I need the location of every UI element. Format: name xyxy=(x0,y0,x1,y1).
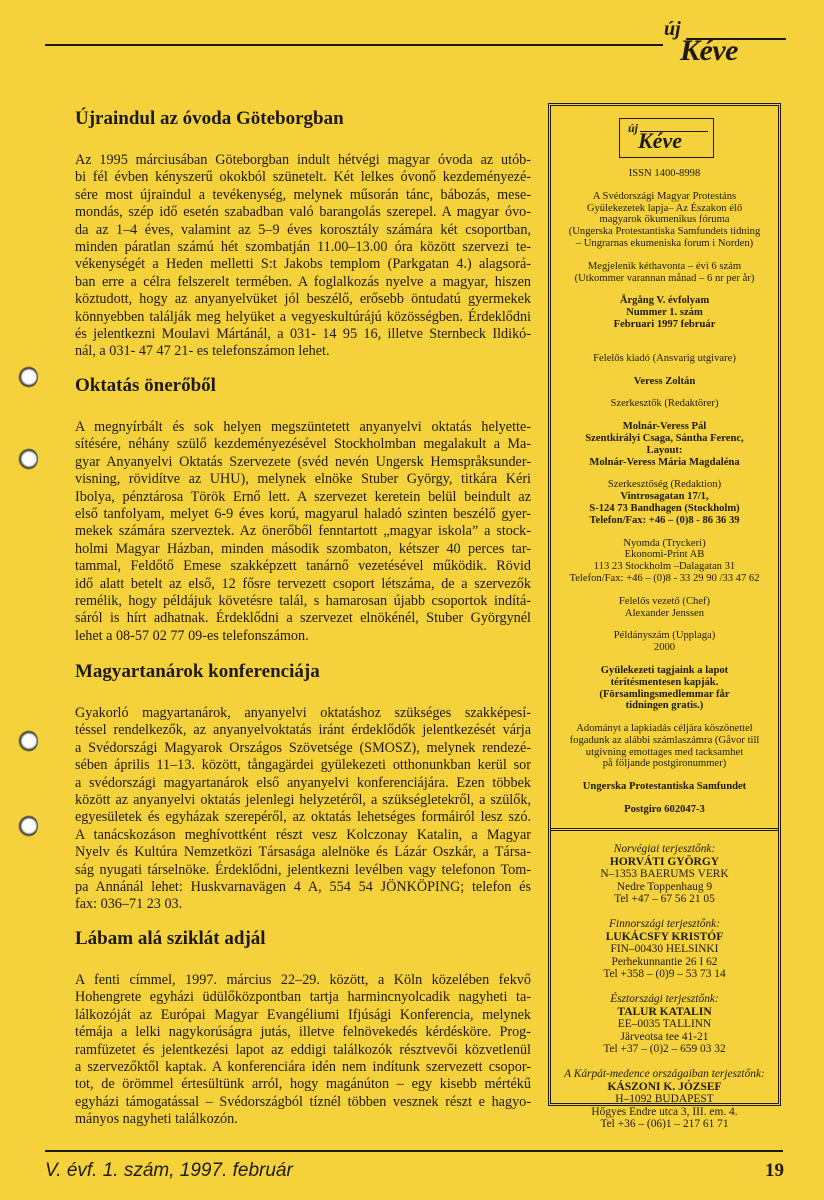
colophon-line: Gyülekezeti tagjaink a lapot xyxy=(600,664,729,676)
colophon-line: Megjelenik kéthavonta – évi 6 szám xyxy=(587,260,742,272)
colophon-line: Szerkesztők (Redaktörer) xyxy=(610,398,719,410)
text-line: köztudott, hogy az anyanyelvüket jól beszélő, erősebb öntudatú gyermekek xyxy=(75,291,531,308)
text-line: sében április 11–13. között, tångagärdei gyülekezeti otthonunkban kerül sor xyxy=(75,757,531,774)
distributor-name: HORVÁTI GYÖRGY xyxy=(609,855,720,868)
colophon-line: Példányszám (Upplaga) xyxy=(613,630,716,642)
text-line: könnyebben találják meg helyüket a vegyeskultúrájú közösségben. Érdeklődni xyxy=(75,308,531,325)
distributor-line: Tel +37 – (0)2 – 659 03 32 xyxy=(603,1043,726,1056)
text-line: mányos nagyheti találkozón. xyxy=(75,1111,238,1128)
colophon-line: Szentkirályi Csaga, Sántha Ferenc, xyxy=(585,432,744,444)
colophon-logo-uj: új xyxy=(628,121,639,135)
colophon-block xyxy=(551,630,778,654)
text-line: sáról is hírt adhatnak. Érdeklődni a szervezet elnökénél, Stuber Györgynél xyxy=(75,610,531,627)
text-line: lehet a 08-57 02 77 09-es telefonszámon. xyxy=(75,627,309,644)
distributor xyxy=(551,918,778,981)
colophon-block xyxy=(551,353,778,365)
colophon-line: Molnár-Veress Mária Magdaléna xyxy=(589,456,740,468)
text-line: és jelentkezni Moulavi Mártánál, a 031- 14 95 16, illetve Sternbeck Ildikó- xyxy=(75,325,531,342)
text-line: holmi Magyar Házban, minden második szombaton, kétszer 40 perces tar- xyxy=(75,540,531,557)
text-line: tot, de örömmel értesültünk arról, hogy magánúton – egy kisebb mértékű xyxy=(75,1076,531,1093)
text-line: a szervezőktől kaptak. A konferenciára idén nem indítunk szervezett csopor- xyxy=(75,1058,531,1075)
punch-hole xyxy=(18,366,38,388)
masthead-logo xyxy=(664,18,789,68)
colophon-block xyxy=(551,295,778,330)
text-line: minden páratlan számú hét szombatján 11.00–13.00 óra között szervezi te- xyxy=(75,238,531,255)
colophon-line: tidningen gratis.) xyxy=(625,700,704,712)
text-line: Az 1995 márciusában Göteborgban indult hétvégi magyar óvoda az utób- xyxy=(75,152,531,168)
distributor xyxy=(551,843,778,906)
text-line: első tanfolyam, melyet 6-9 éves korú, magyarul haladó szinten beszélő gyer- xyxy=(75,505,531,522)
colophon-line: térítésmentesen kapják. xyxy=(610,676,719,688)
colophon-line: Felelős kiadó (Ansvarig utgivare) xyxy=(593,352,736,364)
colophon-block xyxy=(551,376,778,388)
distributor-line: N–1353 BAERUMS VERK xyxy=(600,868,729,881)
colophon-line: Felelős vezető (Chef) xyxy=(618,595,711,607)
colophon-line: (Utkommer varannan månad – 6 nr per år) xyxy=(574,272,755,284)
colophon-line: Postgiro 602047-3 xyxy=(624,804,705,816)
text-line: ramfüzetet és jelentkezési lapot az eddigi találkozók résztvevői közvetlenül xyxy=(75,1041,531,1058)
colophon-line: S-124 73 Bandhagen (Stockholm) xyxy=(589,502,740,514)
distributor xyxy=(551,993,778,1056)
colophon-line: Vintrosagatan 17/1, xyxy=(620,491,709,503)
text-line: egyesületek és egyházak szerepéről, az oktatás lehetséges formáiról lesz szó. xyxy=(75,809,531,826)
colophon-line: Szerkesztőség (Redaktion) xyxy=(607,479,722,491)
text-line: tammal, Feldőtő Emese szakképzett tanárnő vezetésével működik. Rövid xyxy=(75,558,531,575)
distributor-line: Nedre Toppenhaug 9 xyxy=(616,880,713,893)
text-line: Hohengrete egyházi üdülőközpontban tartja harmincnyolcadik nagyheti ta- xyxy=(75,989,531,1006)
logo-uj: új xyxy=(664,18,681,40)
text-line: között az anyanyelvi oktatás jelenlegi helyzetéről, a szükségletekről, a szülők, xyxy=(75,791,531,808)
distributor-name: TALUR KATALIN xyxy=(617,1005,712,1018)
distributor-line: EE–0035 TALLINN xyxy=(617,1018,712,1031)
colophon-line: Telefon/Fax: +46 – (0)8 - 33 29 90 /33 47 62 xyxy=(569,572,760,584)
colophon-line: Telefon/Fax: +46 – (0)8 - 86 36 39 xyxy=(589,514,740,526)
punch-hole xyxy=(18,815,38,837)
article-body xyxy=(75,972,531,1129)
colophon-line: magyarok ökumenikus fóruma xyxy=(599,214,730,226)
colophon-block xyxy=(551,723,778,770)
colophon-line: Veress Zoltán xyxy=(633,375,696,387)
colophon-line: Adományt a lapkiadás céljára köszönettel xyxy=(576,723,753,735)
text-line: A megnyírbált és sok helyen megszüntetett anyanyelvi oktatás helyette- xyxy=(75,419,531,435)
distributor-name: KÁSZONI K. JÓZSEF xyxy=(607,1080,722,1093)
text-line: mekek számára szerveztek. Az önerőből fenntartott „magyar iskola” a stock- xyxy=(75,523,531,540)
text-line: remélik, hogy példájuk követésre talál, s hamarosan újabb csoportok indítá- xyxy=(75,592,531,609)
colophon-line: ISSN 1400-8998 xyxy=(628,168,701,179)
distributor-line: Hőgyes Endre utca 3, III. em. 4. xyxy=(591,1105,738,1118)
colophon-block xyxy=(551,421,778,468)
distributor-line: FIN–00430 HELSINKI xyxy=(610,943,719,956)
logo-keve: Kéve xyxy=(680,34,738,67)
distributor-label: Norvégiai terjesztőnk: xyxy=(613,843,716,855)
text-line: sítésére, néhány szülő kezdeményezésével Stockholmban megalakult a Ma- xyxy=(75,436,531,453)
article-title: Újraindul az óvoda Göteborgban xyxy=(75,108,344,129)
distributor-line: Järveotsa tee 41-21 xyxy=(620,1030,709,1043)
colophon-block xyxy=(551,168,778,180)
text-line: da az 1–4 éves, valamint az 5–9 éves korosztály számára két csoportban, xyxy=(75,221,531,238)
colophon-block xyxy=(551,665,778,712)
text-line: pa Annánál lehet: Huskvarnavägen 4 A, 554 54 JÖNKÖPING; telefon és xyxy=(75,878,531,895)
distributor-label: Észtországi terjesztőnk: xyxy=(610,992,719,1005)
article-body xyxy=(75,419,531,645)
distributor-label: A Kárpát-medence országaiban terjesztőnk: xyxy=(564,1067,765,1080)
colophon-block xyxy=(551,804,778,816)
distributor-name: LUKÁCSFY KRISTÓF xyxy=(605,930,724,943)
colophon-line: Layout: xyxy=(646,444,683,456)
punch-hole xyxy=(18,448,38,470)
text-line: fax: 036–71 23 03. xyxy=(75,896,183,913)
article-body xyxy=(75,152,531,361)
distributor-line: Tel +47 – 67 56 21 05 xyxy=(614,893,715,906)
issue-info: V. évf. 1. szám, 1997. február xyxy=(45,1160,293,1181)
colophon-line: fogadunk az alábbi számlaszámra (Gåvor till xyxy=(569,734,760,746)
colophon-logo-keve: Kéve xyxy=(638,128,682,153)
colophon-line: Nummer 1. szám xyxy=(626,307,703,319)
colophon-line: (Församlingsmedlemmar får xyxy=(599,688,730,700)
colophon-line: Årgång V. évfolyam xyxy=(619,295,710,307)
text-line: a svédországi magyartanárok első anyanyelvi konferenciájára. Ezen többek xyxy=(75,774,531,791)
colophon-line: Nyomda (Tryckeri) xyxy=(623,537,706,549)
text-line: idő alatt betelt az első, 12 fősre tervezett csoport létszáma, de a szervezők xyxy=(75,575,531,592)
colophon-line: 2000 xyxy=(653,642,676,654)
text-line: nál, a 031- 47 47 21- es telefonszámon lehet. xyxy=(75,343,330,360)
text-line: témája a lelki nagykorúságra jutás, illetve felnövekedés kérdésköre. Prog- xyxy=(75,1024,531,1041)
colophon-block xyxy=(551,538,778,585)
punch-hole xyxy=(18,730,38,752)
article-title: Lábam alá sziklát adjál xyxy=(75,928,266,949)
text-line: sére most újraindul a tevékenység, melynek műsorán tánc, bábozás, mese- xyxy=(75,186,531,203)
text-line: egyházi támogatással – Svédországból tíznél többen vesznek részt e hagyo- xyxy=(75,1093,531,1110)
text-line: A tanácskozáson meghívottként részt vesz Kolczonay Katalin, a Magyar xyxy=(75,826,531,843)
text-line: vékenységét a Heden melletti S:t Jakobs templom (Parkgatan 4.) alagsorá- xyxy=(75,256,531,273)
colophon-line: A Svédországi Magyar Protestáns xyxy=(592,190,737,202)
colophon-info xyxy=(551,168,778,827)
colophon-line: Molnár-Veress Pál xyxy=(622,421,707,433)
text-line: A fenti címmel, 1997. március 22–29. között, a Köln közelében fekvő xyxy=(75,972,531,988)
distributor-line: H–1092 BUDAPEST xyxy=(615,1093,714,1106)
colophon-block xyxy=(551,261,778,285)
colophon-box xyxy=(548,103,781,1131)
colophon-line: Gyülekezetek lapja– Az Északon élő xyxy=(586,202,743,214)
text-line: gyar Anyanyelvi Oktatás Szervezete (svéd nevén Ungersk Hemspråksunder- xyxy=(75,453,531,470)
text-line: a Svédországi Magyarok Országos Szövetsége (SMOSZ), melynek rendezé- xyxy=(75,739,531,756)
colophon-line: på följande postgironummer) xyxy=(602,758,727,770)
colophon-line: Alexander Jenssen xyxy=(624,607,705,619)
distributors-list xyxy=(551,843,778,1143)
colophon-line: – Ungrarnas ekumeniska forum i Norden) xyxy=(575,237,754,249)
text-line: téssel rendelkezők, az anyanyelvoktatás iránt érdeklődők jelentkezését várja xyxy=(75,722,531,739)
header-rule xyxy=(45,44,663,46)
text-line: Gyakorló magyartanárok, anyanyelvi oktatáshoz szükséges szakképesí- xyxy=(75,705,531,721)
article-title: Magyartanárok konferenciája xyxy=(75,661,320,682)
text-line: mondás, szép idő esetén szabadban való barangolás szerepel. A magyar óvo- xyxy=(75,204,531,221)
colophon-line: (Ungerska Protestantiska Samfundets tidning xyxy=(568,226,761,238)
section-divider xyxy=(551,828,778,831)
colophon-line: Ungerska Protestantiska Samfundet xyxy=(582,781,747,793)
text-line: ban erre a célra felszerelt termében. A foglalkozás nyelve a magyar, hiszen xyxy=(75,273,531,290)
article-title: Oktatás önerőből xyxy=(75,375,216,396)
colophon-line: Februari 1997 február xyxy=(613,318,716,330)
distributor-line: Tel +36 – (06)1 – 217 61 71 xyxy=(600,1118,729,1131)
text-line: Ibolya, pénztárosa Török Ernő lett. A szervezet keretein belül beindult az xyxy=(75,488,531,505)
text-line: visning, rövidítve az UHU), melynek elnöke Stuber György, titkára Kéri xyxy=(75,471,531,488)
colophon-block xyxy=(551,781,778,793)
colophon-line: Ekonomi-Print AB xyxy=(624,549,705,561)
colophon-line: 113 23 Stockholm –Dalagatan 31 xyxy=(593,561,736,573)
text-line: lálkozóját az Európai Magyar Evangéliumi Ifjúsági Konferencia, melynek xyxy=(75,1006,531,1023)
distributor-line: Tel +358 – (0)9 – 53 73 14 xyxy=(603,968,726,981)
distributor-line: Perhekunnantie 26 I 62 xyxy=(611,955,718,968)
colophon-block xyxy=(551,596,778,620)
colophon-logo xyxy=(619,118,714,158)
page-number: 19 xyxy=(765,1160,784,1181)
colophon-block xyxy=(551,191,778,250)
colophon-block xyxy=(551,479,778,526)
distributor xyxy=(551,1068,778,1131)
text-line: ság nyugati társelnöke. Érdeklődni, jelentkezni levélben vagy telefonon Tom- xyxy=(75,861,531,878)
footer-rule xyxy=(45,1150,783,1152)
colophon-line: utgivning emottages med tacksamhet xyxy=(585,746,744,758)
colophon-block xyxy=(551,398,778,410)
article-body xyxy=(75,705,531,914)
text-line: Nyelv és Kultúra Nemzetközi Társasága alelnöke és Lázár Oszkár, a Társa- xyxy=(75,844,531,861)
text-line: bi fél évben kényszerű okokból szünetelt. Két lelkes óvonő kezdeményezé- xyxy=(75,169,531,186)
distributor-label: Finnországi terjesztőnk: xyxy=(608,917,721,930)
